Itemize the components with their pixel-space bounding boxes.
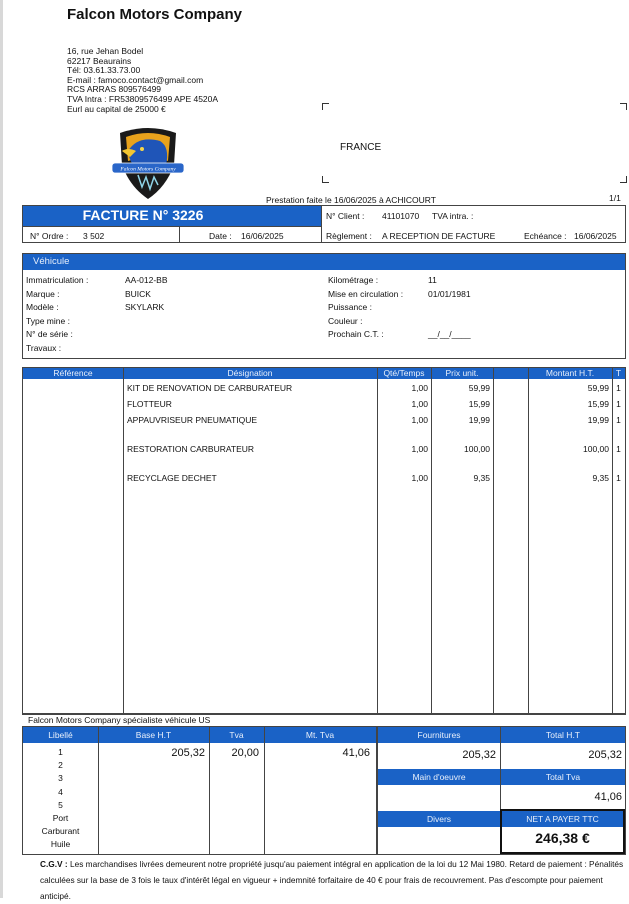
net-to-pay-box xyxy=(500,809,625,854)
table-row xyxy=(23,473,625,485)
line-tax-code: 1 xyxy=(616,399,621,409)
vehicle-field-label: Travaux : xyxy=(26,342,62,353)
line-qty: 1,00 xyxy=(411,473,428,483)
client-info-box xyxy=(321,205,626,243)
vehicle-field-value: __/__/____ xyxy=(428,329,471,339)
line-amount: 19,99 xyxy=(587,415,609,425)
logo-text: Falcon Motors Company xyxy=(120,166,176,173)
company-capital: Eurl au capital de 25000 € xyxy=(67,103,166,114)
company-rcs: RCS ARRAS 809576499 xyxy=(67,84,162,95)
ordre-value: 3 502 xyxy=(83,231,105,241)
vehicle-field-label: Couleur : xyxy=(328,315,363,326)
company-info xyxy=(67,47,218,114)
vehicle-field-label: N° de série : xyxy=(26,329,73,339)
recipient-country: FRANCE xyxy=(340,142,382,153)
fournitures-value: 205,32 xyxy=(462,749,496,761)
vehicle-field-label: Immatriculation : xyxy=(26,275,89,285)
echeance-value: 16/06/2025 xyxy=(574,231,617,241)
line-tax-code: 1 xyxy=(616,444,621,454)
total-ht-value: 205,32 xyxy=(588,749,622,761)
vehicle-field-label: Prochain C.T. : xyxy=(328,329,384,339)
header-libelle: Libellé xyxy=(48,730,73,740)
line-unit-price: 19,99 xyxy=(468,415,490,425)
client-label: N° Client : xyxy=(326,211,365,221)
total-tva-value: 41,06 xyxy=(594,791,622,803)
line-unit-price: 9,35 xyxy=(473,473,490,483)
main-oeuvre-label: Main d'oeuvre xyxy=(378,769,500,785)
table-row xyxy=(23,399,625,411)
line-amount: 100,00 xyxy=(583,444,609,454)
invoice-id-box xyxy=(22,205,322,243)
address-corner xyxy=(322,103,329,110)
table-row xyxy=(23,444,625,456)
header-unit-price: Prix unit. xyxy=(445,368,479,378)
vehicle-header xyxy=(23,254,625,270)
line-tax-code: 1 xyxy=(616,415,621,425)
divider xyxy=(23,226,321,227)
vat-table xyxy=(22,726,377,855)
address-corner xyxy=(620,176,627,183)
vehicle-field-value: AA-012-BB xyxy=(125,275,168,285)
header-reference: Référence xyxy=(53,368,93,378)
company-email: E-mail : famoco.contact@gmail.com xyxy=(67,74,204,85)
date-label: Date : xyxy=(209,231,232,241)
company-name: Falcon Motors Company xyxy=(67,6,243,23)
vehicle-field-label: Type mine : xyxy=(26,315,70,326)
line-amount: 9,35 xyxy=(592,473,609,483)
lines-table xyxy=(22,367,626,714)
cgv-text xyxy=(40,856,625,904)
vat-libelle: 5 xyxy=(58,799,63,810)
line-unit-price: 15,99 xyxy=(468,399,490,409)
address-corner xyxy=(620,103,627,110)
vehicle-field-label: Puissance : xyxy=(328,302,372,312)
reglement-value: A RECEPTION DE FACTURE xyxy=(382,231,496,241)
divider xyxy=(264,727,265,854)
page-edge xyxy=(0,0,3,898)
line-unit-price: 100,00 xyxy=(464,444,490,454)
vat-libelle: Carburant xyxy=(41,826,80,837)
table-row xyxy=(23,383,625,395)
vat-table-header xyxy=(23,727,376,743)
line-unit-price: 59,99 xyxy=(468,383,490,393)
vat-libelle: 1 xyxy=(58,747,63,757)
line-qty: 1,00 xyxy=(411,399,428,409)
company-phone: Tél: 03.61.33.73.00 xyxy=(67,65,141,76)
vehicle-header-title: Véhicule xyxy=(33,256,70,267)
company-address-line: 16, rue Jehan Bodel xyxy=(67,46,144,56)
vehicle-box xyxy=(22,253,626,359)
header-mt-tva: Mt. Tva xyxy=(305,730,335,740)
vat-libelle: Port xyxy=(52,813,69,823)
vehicle-field-value: SKYLARK xyxy=(125,302,165,312)
line-amount: 15,99 xyxy=(587,399,609,409)
divider xyxy=(22,714,626,715)
header-amount: Montant H.T. xyxy=(545,368,595,378)
vat-libelle: 3 xyxy=(58,773,63,784)
echeance-label: Echéance : xyxy=(524,231,567,241)
vat-libelle: 2 xyxy=(58,760,63,771)
header-tva: Tva xyxy=(229,730,244,740)
divider xyxy=(179,226,180,243)
net-to-pay-value: 246,38 € xyxy=(535,830,590,846)
invoice-title-bar xyxy=(23,206,321,226)
line-designation: KIT DE RENOVATION DE CARBURATEUR xyxy=(127,383,293,393)
line-designation: RESTORATION CARBURATEUR xyxy=(127,444,255,454)
lines-table-header xyxy=(23,368,625,379)
vat-base-1: 205,32 xyxy=(171,747,205,759)
invoice-title: FACTURE N° 3226 xyxy=(82,207,204,223)
line-qty: 1,00 xyxy=(411,415,428,425)
client-value: 41101070 xyxy=(382,211,420,221)
company-tagline: Falcon Motors Company spécialiste véhicule US xyxy=(28,715,211,725)
table-row xyxy=(23,415,625,427)
company-tva: TVA Intra : FR53809576499 APE 4520A xyxy=(67,93,219,104)
tva-intra-label: TVA intra. : xyxy=(432,211,474,221)
line-designation: RECYCLAGE DECHET xyxy=(127,473,217,483)
vehicle-field-value: BUICK xyxy=(125,288,151,299)
ordre-label: N° Ordre : xyxy=(30,231,69,241)
cgv-body: Les marchandises livrées demeurent notre propriété jusqu'au paiement intégral en application de la loi du 12 Mai 1980. Retard de paiement : Pénalités calculées sur la base de 3 fois le taux d'intérêt légal en vigueur + indemnité forfaitaire de 40 € pour frais de recouvrement. Pas d'escompte pour paiement anticipé. xyxy=(40,859,624,901)
line-qty: 1,00 xyxy=(411,383,428,393)
line-designation: APPAUVRISEUR PNEUMATIQUE xyxy=(127,415,258,425)
reglement-label: Règlement : xyxy=(326,231,372,241)
cgv-title: C.G.V : xyxy=(40,859,68,869)
line-tax-code: 1 xyxy=(616,383,621,393)
vehicle-field-value: 11 xyxy=(428,275,437,285)
page-number: 1/1 xyxy=(609,193,621,203)
line-tax-code: 1 xyxy=(616,473,621,483)
company-address-line: 62217 Beaurains xyxy=(67,55,132,66)
header-base: Base H.T xyxy=(135,730,172,740)
falcon-shield-logo-icon xyxy=(108,125,188,200)
totals-box xyxy=(377,726,626,855)
vehicle-field-value: 01/01/1981 xyxy=(428,288,471,299)
vat-amount-1: 41,06 xyxy=(342,747,370,759)
divider xyxy=(209,727,210,854)
prestation-text: Prestation faite le 16/06/2025 à ACHICOURT xyxy=(266,195,436,205)
vehicle-field-label: Modèle : xyxy=(26,302,59,312)
total-tva-label: Total Tva xyxy=(501,769,625,785)
divers-label: Divers xyxy=(378,811,500,827)
header-designation: Désignation xyxy=(227,368,273,378)
vat-rate-1: 20,00 xyxy=(231,747,259,759)
divider xyxy=(98,727,99,854)
vehicle-field-label: Marque : xyxy=(26,288,60,299)
line-designation: FLOTTEUR xyxy=(127,399,172,409)
header-tax: T xyxy=(615,368,622,378)
vat-libelle: Huile xyxy=(50,839,71,850)
vehicle-field-label: Mise en circulation : xyxy=(328,288,404,299)
total-ht-label: Total H.T xyxy=(501,727,625,743)
address-corner xyxy=(322,176,329,183)
line-amount: 59,99 xyxy=(587,383,609,393)
net-to-pay-label: NET A PAYER TTC xyxy=(502,811,623,827)
vehicle-field-label: Kilométrage : xyxy=(328,275,379,285)
fournitures-label: Fournitures xyxy=(378,727,500,743)
header-qty: Qté/Temps xyxy=(383,368,425,378)
vat-libelle: 4 xyxy=(58,786,63,797)
date-value: 16/06/2025 xyxy=(241,231,284,241)
line-qty: 1,00 xyxy=(411,444,428,454)
